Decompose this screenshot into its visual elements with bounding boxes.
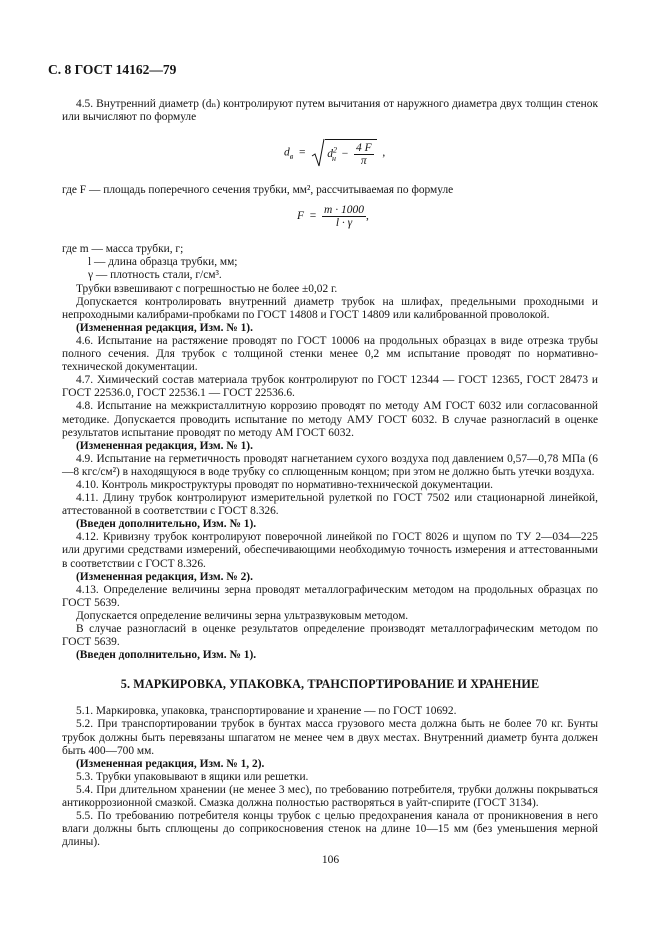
section-5-paragraphs — [62, 705, 598, 849]
section-4-paragraph: 4.9. Испытание на герметичность проводят нагнетанием сухого воздуха под давлением 0,57—0,78 МПа (6—8 кгс/см²) в находящуюся в воде трубку со сплющенным концом; при этом не должно быть утечки воздуха. — [62, 452, 598, 478]
section-5-paragraph: 5.4. При длительном хранении (не менее 3 мес), по требованию потребителя, трубки должны покрываться антикоррозионной смазкой. Смазка должна полностью растворяться в уайт-спирите (ГОСТ 3134). — [62, 783, 598, 810]
formula1-frac-num: 4 F — [355, 142, 372, 155]
section-5-amendment-note: (Измененная редакция, Изм. № 1, 2). — [76, 757, 265, 770]
section-4-paragraph: В случае разногласий в оценке результатов определение производят металлографическим методом по ГОСТ 5639. — [62, 623, 598, 649]
section-4-amendment-note: (Измененная редакция, Изм. № 1). — [76, 439, 253, 452]
running-header: С. 8 ГОСТ 14162—79 — [48, 62, 177, 77]
section-4-paragraph: Допускается контролировать внутренний диаметр трубок на шлифах, предельными проходными и непроходными калибрами-пробками по ГОСТ 14808 и ГОСТ 14809 или калиброванной проволокой. — [62, 295, 598, 321]
section-5-paragraph: 5.3. Трубки упаковывают в ящики или решетки. — [76, 770, 309, 783]
formula2-eq: = — [309, 210, 317, 223]
section-4-amendment-note: (Измененная редакция, Изм. № 2). — [76, 570, 253, 583]
formula1-frac-den: π — [360, 155, 367, 168]
page-number: 106 — [321, 854, 340, 866]
section-4-paragraph: 4.11. Длину трубок контролируют измерительной рулеткой по ГОСТ 7502 или стационарной линейкой, аттестованной в соответствии с ГОСТ 8.326. — [62, 492, 598, 518]
formula-cross-section — [62, 197, 598, 241]
legend-item-m: где m — масса трубки, г; — [62, 243, 184, 256]
formula2-frac-num: m · 1000 — [324, 204, 364, 217]
section-4-paragraph: 4.10. Контроль микроструктуры проводят по нормативно-технической документации. — [76, 478, 494, 491]
text-after-formula1: где F — площадь поперечного сечения трубки, мм², рассчитываемая по формуле — [62, 184, 454, 197]
formula1-lhs: d — [284, 146, 290, 159]
formula1-lhs-sub: в — [289, 152, 294, 162]
sqrt-sign-icon — [311, 138, 325, 168]
section-5-title: 5. МАРКИРОВКА, УПАКОВКА, ТРАНСПОРТИРОВАНИЕ И ХРАНЕНИЕ — [120, 677, 540, 692]
legend-item-l: l — длина образца трубки, мм; — [88, 256, 238, 269]
section-4-paragraph: 4.6. Испытание на растяжение проводят по ГОСТ 10006 на продольных образцах в виде отрезка трубы полного сечения. Для трубок с толщиной стенки менее 0,2 мм испытание проводят по нормативно-технической документации. — [62, 334, 598, 374]
section-4-paragraphs — [62, 283, 598, 663]
formula-inner-diameter — [62, 124, 598, 184]
formula1-eq: = — [298, 146, 306, 159]
document-body — [62, 98, 598, 849]
formula2-tail: , — [365, 210, 369, 223]
section-5-paragraph: 5.5. По требованию потребителя концы трубок с целью предохранения канала от проникновения в него влаги должны быть сплющены до соприкосновения стенок на длине 10—15 мм (без уменьшения мерной длины). — [62, 810, 598, 849]
formula2-lhs: F — [297, 210, 305, 223]
section-4-paragraph: Допускается определение величины зерна ультразвуковым методом. — [76, 609, 409, 622]
formula1-root-sup: 2 — [332, 145, 337, 155]
formula2-frac-den: l · γ — [335, 217, 353, 230]
formula1-minus: − — [341, 148, 349, 161]
section-4-amendment-note: (Введен дополнительно, Изм. № 1). — [76, 518, 257, 531]
section-4-amendment-note: (Измененная редакция, Изм. № 1). — [76, 321, 253, 334]
section-4-paragraph: 4.8. Испытание на межкристаллитную коррозию проводят по методу АМ ГОСТ 6032 или согласованной методике. Допускается проводить испытание по методу АМУ ГОСТ 6032. В случае разногласий в оценке результатов испытание проводят по методу АМ ГОСТ 6032. — [62, 400, 598, 439]
section-4-paragraph: 4.7. Химический состав материала трубок контролируют по ГОСТ 12344 — ГОСТ 12365, ГОСТ 28473 и ГОСТ 22536.0, ГОСТ 22536.1 — ГОСТ 22536.6. — [62, 374, 598, 400]
legend-item-gamma: γ — плотность стали, г/см³. — [88, 269, 222, 282]
formula1-root-sub: н — [331, 153, 336, 163]
section-4-paragraph: 4.12. Кривизну трубок контролируют поверочной линейкой по ГОСТ 8026 и щупом по ТУ 2—034—225 или другими средствами измерений, обеспечивающими необходимую точность измерения и аттестованными в соответствии с ГОСТ 8.326. — [62, 531, 598, 570]
section-4-paragraph: 4.13. Определение величины зерна проводят металлографическим методом на продольных образцах по ГОСТ 5639. — [62, 583, 598, 609]
variable-legend — [62, 243, 598, 282]
formula1-tail: , — [382, 146, 386, 159]
paragraph-4-5: 4.5. Внутренний диаметр (dₙ) контролируют путем вычитания от наружного диаметра двух толщин стенок или вычисляют по формуле — [62, 98, 598, 124]
section-5-paragraph: 5.1. Маркировка, упаковка, транспортирование и хранение — по ГОСТ 10692. — [76, 705, 457, 718]
formula1-root-var: d — [327, 148, 333, 161]
section-4-amendment-note: (Введен дополнительно, Изм. № 1). — [76, 649, 257, 662]
section-4-paragraph: Трубки взвешивают с погрешностью не более ±0,02 г. — [76, 282, 338, 295]
section-5-paragraph: 5.2. При транспортировании трубок в бунтах масса грузового места должна быть не более 70 кг. Бунты трубок должны быть перевязаны шпагатом не менее чем в двух местах. Внутренний диаметр бунта должен быть 400—700 мм. — [62, 718, 598, 757]
